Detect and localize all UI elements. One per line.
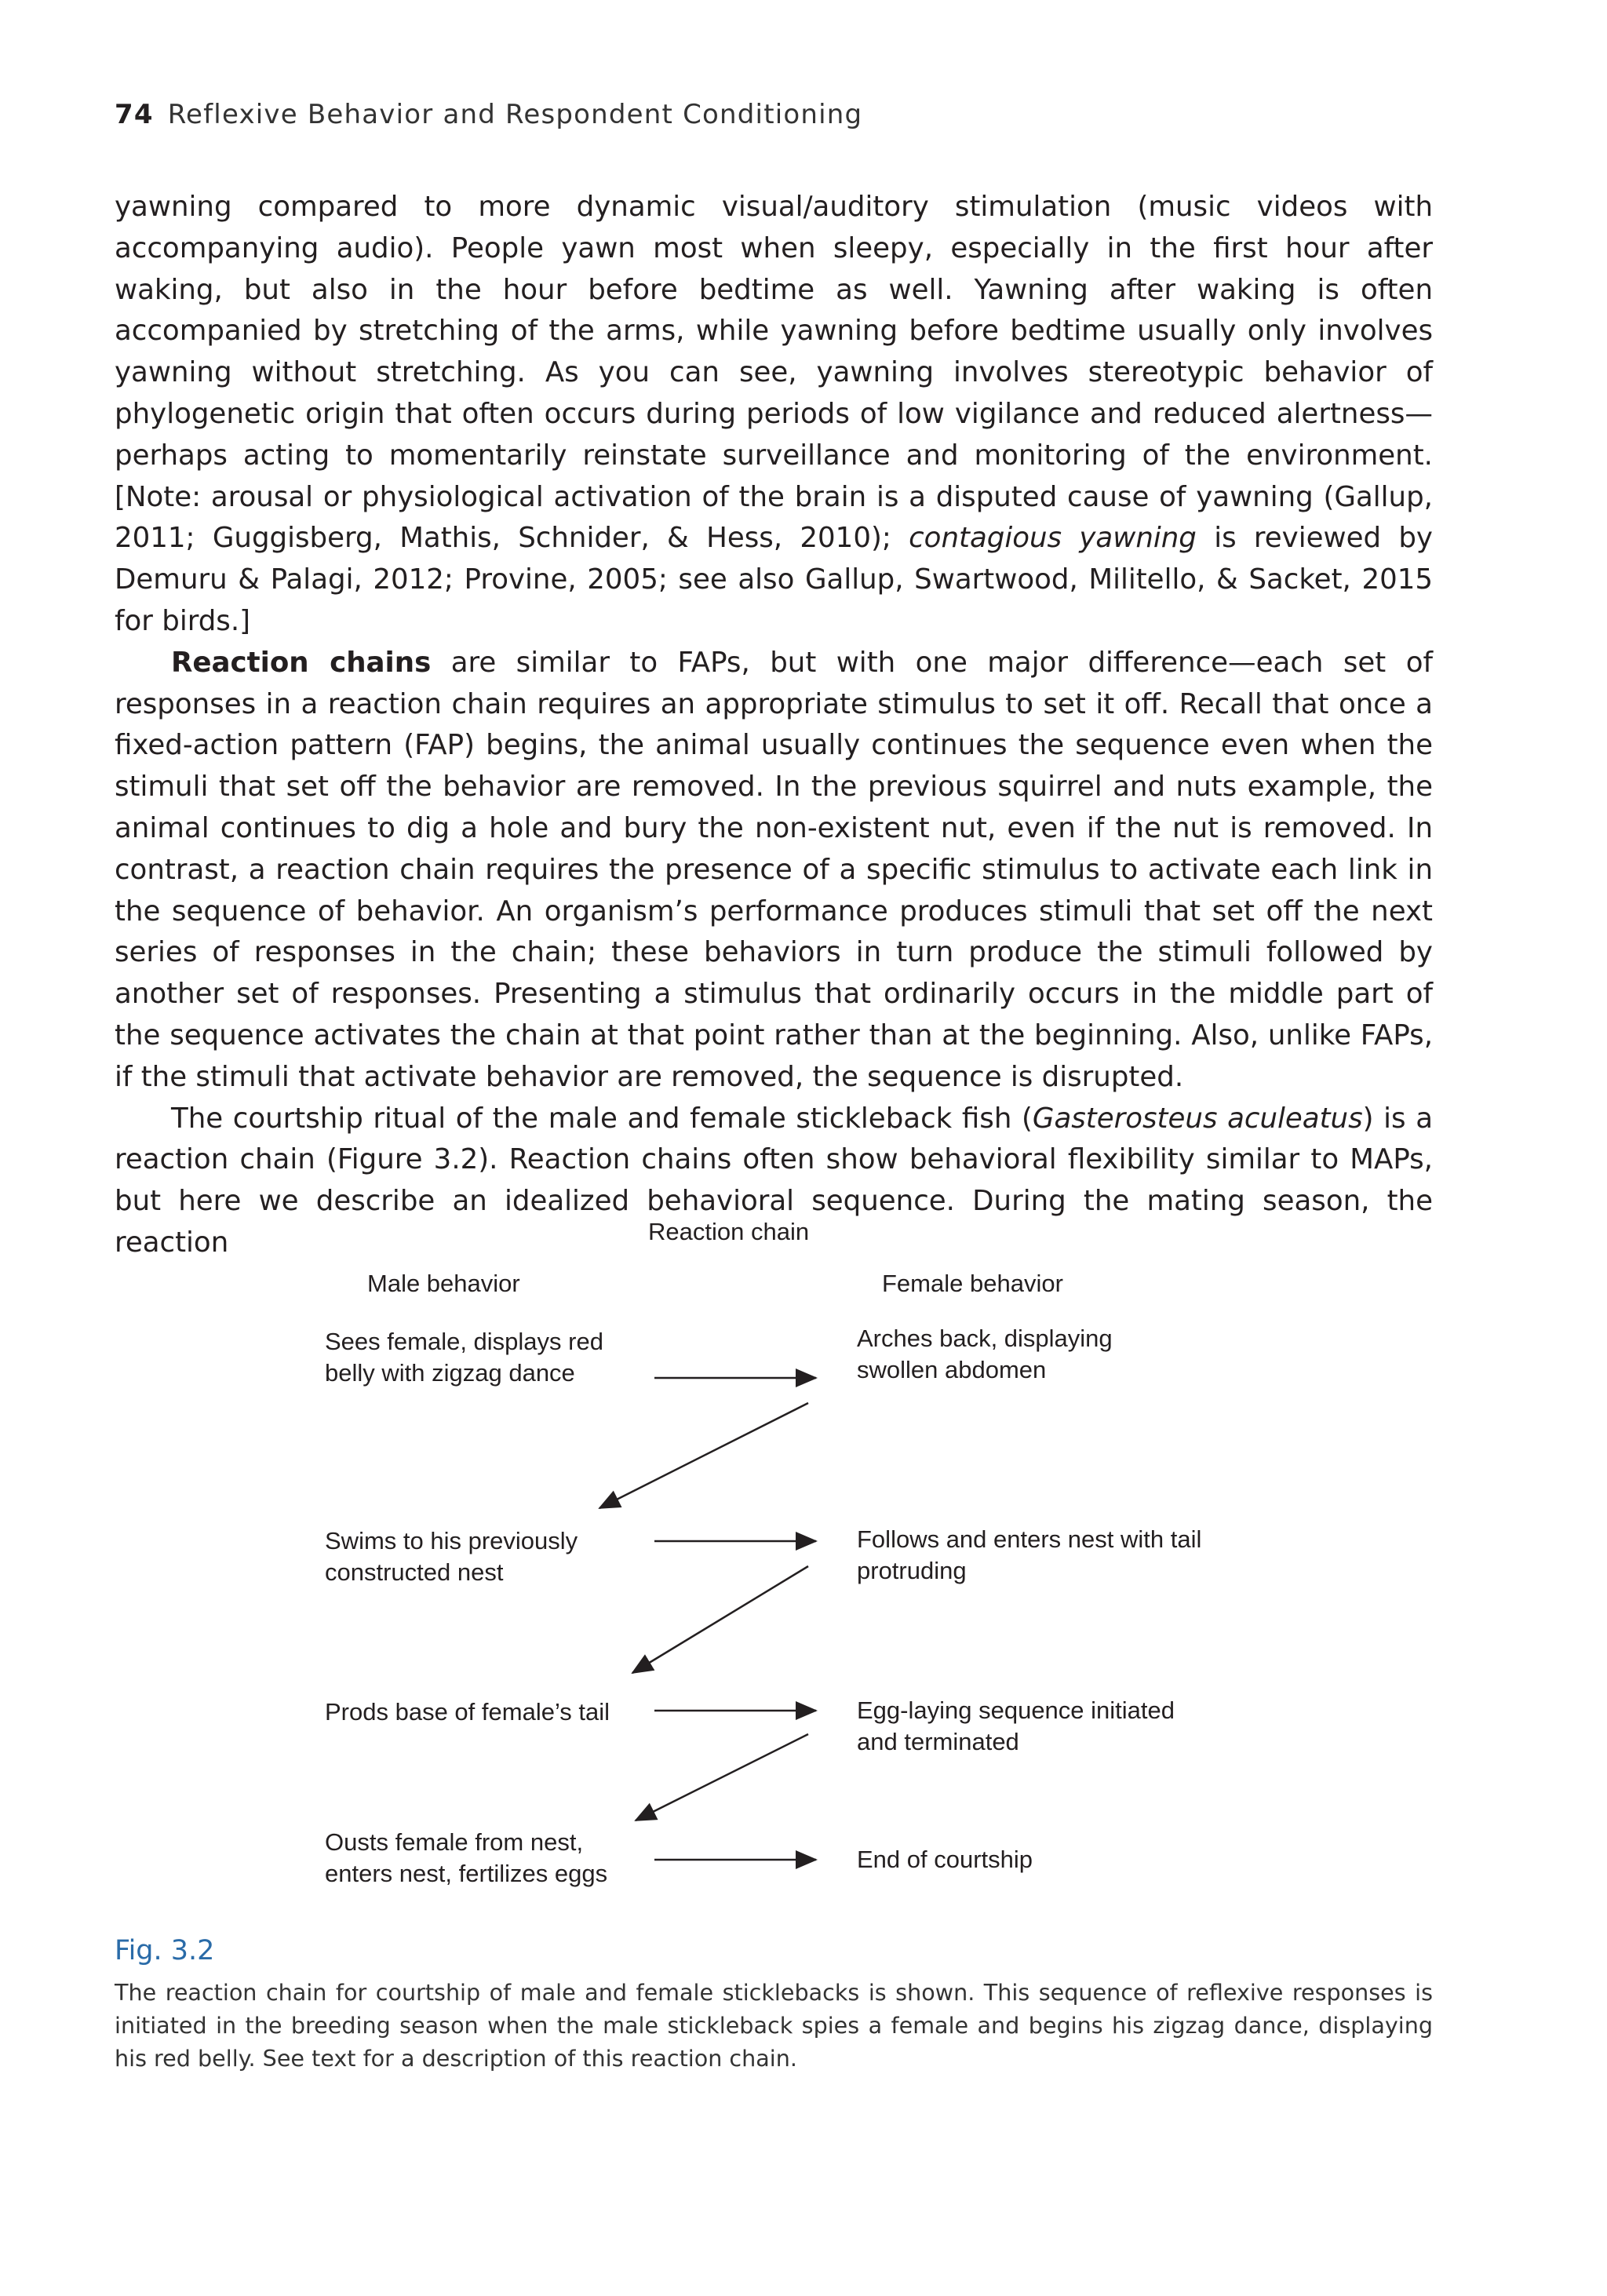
paragraph-text: ) is a reaction chain (Figure 3.2). Reaction chains often show behavioral flexibility similar to MAPs, but here we describe an idealized behavioral sequence. During the mating season, the reaction bbox=[115, 1102, 1433, 1259]
male-step-4: Ousts female from nest, enters nest, fertilizes eggs bbox=[325, 1828, 608, 1887]
arrow-diagonal-1 bbox=[599, 1403, 808, 1508]
body-text bbox=[115, 187, 1433, 1264]
paragraph-reaction-chains bbox=[115, 643, 1433, 1099]
arrow-diagonal-3 bbox=[636, 1734, 808, 1820]
paragraph-courtship bbox=[115, 1099, 1433, 1264]
italic-term: contagious yawning bbox=[909, 522, 1197, 555]
figure-title: Reaction chain bbox=[648, 1218, 810, 1245]
female-step-3: Egg-laying sequence initiated and terminated bbox=[857, 1696, 1175, 1755]
female-step-4: End of courtship bbox=[857, 1846, 1033, 1873]
paragraph-text: is reviewed by Demuru & Palagi, 2012; Provine, 2005; see also Gallup, Swartwood, Militello, & Sacket, 2015 for birds.] bbox=[115, 522, 1433, 637]
running-title: Reflexive Behavior and Respondent Conditioning bbox=[167, 99, 863, 130]
figure-caption: The reaction chain for courtship of male and female sticklebacks is shown. This sequence of reflexive responses is initiated in the breeding season when the male stickleback spies a female and begins his zigzag dance, displaying his red belly. See text for a description of this reaction chain. bbox=[115, 1979, 1433, 2072]
figure-label: Fig. 3.2 bbox=[115, 1935, 215, 1966]
bold-term: Reaction chains bbox=[171, 646, 432, 679]
paragraph-text: yawning compared to more dynamic visual/auditory stimulation (music videos with accompanying audio). People yawn most when sleepy, especially in the first hour after waking, but also in the hour before bedtime as well. Yawning after waking is often accompanied by stretching of the arms, while yawning before bedtime usually only involves yawning without stretching. As you can see, yawning involves stereotypic behavior of phylogenetic origin that often occurs during periods of low vigilance and reduced alertness—perhaps acting to momentarily reinstate surveillance and monitoring of the environment. [Note: arousal or physiological activation of the brain is a disputed cause of yawning (Gallup, 2011; Guggisberg, Mathis, Schnider, & Hess, 2010); bbox=[115, 191, 1433, 555]
paragraph-text: are similar to FAPs, but with one major difference—each set of responses in a reaction chain requires an appropriate stimulus to set it off. Recall that once a fixed-action pattern (FAP) begins, the animal usually continues the sequence even when the stimuli that set off the behavior are removed. In the previous squirrel and nuts example, the animal continues to dig a hole and bury the non-existent nut, even if the nut is removed. In contrast, a reaction chain requires the presence of a specific stimulus to activate each link in the sequence of behavior. An organism’s performance produces stimuli that set off the next series of responses in the chain; these behaviors in turn produce the stimuli followed by another set of responses. Presenting a stimulus that ordinarily occurs in the middle part of the sequence activates the chain at that point rather than at the beginning. Also, unlike FAPs, if the stimuli that activate behavior are removed, the sequence is disrupted. bbox=[115, 646, 1433, 1093]
species-name: Gasterosteus aculeatus bbox=[1032, 1102, 1363, 1135]
paragraph-text: The courtship ritual of the male and female stickleback fish ( bbox=[171, 1102, 1033, 1135]
running-header bbox=[115, 99, 862, 130]
female-step-2: Follows and enters nest with tail protruding bbox=[857, 1525, 1202, 1584]
male-step-1: Sees female, displays red belly with zigzag dance bbox=[325, 1328, 603, 1387]
page-number: 74 bbox=[115, 99, 154, 130]
female-column-heading: Female behavior bbox=[882, 1270, 1063, 1297]
male-step-2: Swims to his previously constructed nest bbox=[325, 1527, 578, 1586]
female-step-1: Arches back, displaying swollen abdomen bbox=[857, 1325, 1113, 1383]
male-column-heading: Male behavior bbox=[367, 1270, 520, 1297]
paragraph-yawning bbox=[115, 187, 1433, 643]
male-step-3: Prods base of female’s tail bbox=[325, 1698, 610, 1726]
arrow-diagonal-2 bbox=[632, 1566, 808, 1673]
